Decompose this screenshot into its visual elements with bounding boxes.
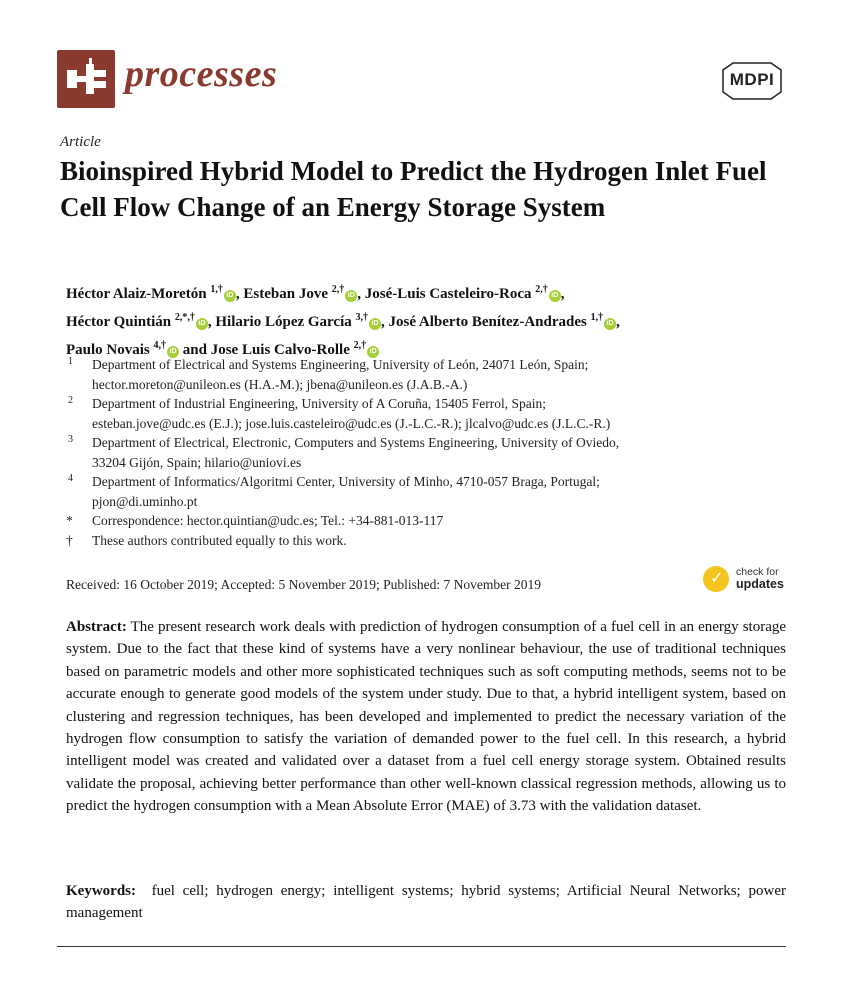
affiliation-line: 33204 Gijón, Spain; hilario@uniovi.es — [92, 454, 302, 470]
affiliation-item — [66, 355, 786, 394]
affiliation-item — [66, 472, 786, 511]
orcid-icon[interactable]: iD — [369, 318, 381, 330]
updates-label: updates — [736, 577, 784, 591]
author-separator: and — [179, 342, 211, 358]
correspondence-note — [66, 511, 786, 531]
divider — [57, 946, 786, 947]
affiliation-line: esteban.jove@udc.es (E.J.); jose.luis.casteleiro@udc.es (J.-L.C.-R.); jlcalvo@udc.es (J.L.C.-R.) — [92, 415, 611, 431]
orcid-icon[interactable]: iD — [367, 346, 379, 358]
abstract-label: Abstract: — [66, 619, 127, 635]
affiliations — [66, 355, 786, 550]
author-name[interactable]: José Alberto Benítez-Andrades — [388, 314, 587, 330]
orcid-icon[interactable]: iD — [549, 290, 561, 302]
affiliation-line: Department of Electrical, Electronic, Computers and Systems Engineering, University of Oviedo, — [92, 435, 620, 450]
author-name[interactable]: Héctor Alaiz-Moretón — [66, 286, 207, 302]
author-name[interactable]: Esteban Jove — [243, 286, 328, 302]
article-type: Article — [60, 134, 101, 150]
author-affiliation-marks: 2,† — [331, 284, 345, 295]
footnote-text: Correspondence: hector.quintian@udc.es; Tel.: +34-881-013-117 — [92, 513, 444, 528]
affiliation-item — [66, 433, 786, 472]
affiliation-line: Department of Industrial Engineering, University of A Coruña, 15405 Ferrol, Spain; — [92, 396, 547, 411]
affiliation-line: hector.moreton@unileon.es (H.A.-M.); jbena@unileon.es (J.A.B.-A.) — [92, 376, 468, 392]
affiliation-number: 3 — [68, 434, 73, 445]
journal-name: processes — [125, 53, 278, 95]
mdpi-logo — [719, 62, 785, 100]
journal-logo — [57, 50, 115, 108]
checkmark-icon: ✓ — [703, 566, 729, 592]
author-separator: , — [207, 314, 216, 330]
author-affiliation-marks: 1,† — [590, 312, 604, 323]
author-separator: , — [560, 286, 565, 302]
orcid-icon[interactable]: iD — [167, 346, 179, 358]
author-affiliation-marks: 4,† — [153, 340, 167, 351]
author-affiliation-marks: 2,† — [535, 284, 548, 295]
keywords-text: fuel cell; hydrogen energy; intelligent systems; hybrid systems; Artificial Neural Networks; power management — [66, 883, 786, 922]
affiliation-line: pjon@di.uminho.pt — [92, 493, 198, 509]
author-affiliation-marks: 2,*,† — [174, 312, 195, 323]
processes-logo-icon — [57, 50, 115, 108]
publisher-name: MDPI — [729, 70, 775, 89]
publication-dates: Received: 16 October 2019; Accepted: 5 November 2019; Published: 7 November 2019 — [66, 577, 542, 592]
abstract — [66, 616, 786, 818]
author-separator: , — [235, 286, 244, 302]
keywords — [66, 880, 786, 925]
footnote-symbol: † — [66, 532, 73, 548]
author-list — [66, 278, 786, 362]
author-separator: , — [357, 286, 365, 302]
author-name[interactable]: Hilario López García — [215, 314, 352, 330]
author-name[interactable]: Paulo Novais — [66, 342, 150, 358]
affiliation-line: Department of Informatics/Algoritmi Center, University of Minho, 4710-057 Braga, Portugal; — [92, 474, 600, 489]
author-name[interactable]: José-Luis Casteleiro-Roca — [364, 286, 532, 302]
orcid-icon[interactable]: iD — [345, 290, 357, 302]
abstract-text: The present research work deals with prediction of hydrogen consumption of a fuel cell in an energy storage system. Due to the fact that these kind of systems have a very nonlinear behaviour, the use of traditional techniques based on parametric models and other more sophisticated techniques such as soft computing methods, seems not to be accurate enough to generate good models of the system under study. Due to that, a hybrid intelligent system, based on clustering and regression techniques, has been developed and implemented to predict the necessary variation of the hydrogen flow consumption to satisfy the variation of demanded power to the fuel cell. In this research, a hybrid intelligent model was created and validated over a dataset from a fuel cell energy storage system. Obtained results validate the proposal, achieving better performance than other well-known classical regression methods, allowing us to predict the hydrogen consumption with a Mean Absolute Error (MAE) of 3.73 with the validation dataset. — [66, 619, 787, 815]
check-for-label: check for — [736, 566, 779, 578]
article-title: Bioinspired Hybrid Model to Predict the Hydrogen Inlet Fuel Cell Flow Change of an Energy Storage System — [60, 156, 767, 222]
author-affiliation-marks: 3,† — [355, 312, 369, 323]
footnote-text: These authors contributed equally to this work. — [92, 532, 347, 548]
affiliation-item — [66, 394, 786, 433]
footnote-symbol: * — [66, 513, 73, 528]
affiliation-number: 4 — [68, 473, 73, 484]
equal-contribution-note — [66, 531, 786, 551]
orcid-icon[interactable]: iD — [604, 318, 616, 330]
author-name[interactable]: Jose Luis Calvo-Rolle — [210, 342, 350, 358]
affiliation-line: Department of Electrical and Systems Engineering, University of León, 24071 León, Spain; — [92, 357, 589, 372]
author-affiliation-marks: 2,† — [353, 340, 367, 351]
author-separator: , — [616, 314, 620, 330]
keywords-label: Keywords: — [66, 883, 136, 899]
affiliation-number: 1 — [68, 356, 73, 367]
author-affiliation-marks: 1,† — [210, 284, 223, 295]
orcid-icon[interactable]: iD — [196, 318, 208, 330]
author-name[interactable]: Héctor Quintián — [66, 314, 172, 330]
check-for-updates-button[interactable] — [703, 566, 803, 600]
affiliation-number: 2 — [68, 395, 73, 406]
orcid-icon[interactable]: iD — [224, 290, 236, 302]
author-separator: , — [381, 314, 389, 330]
